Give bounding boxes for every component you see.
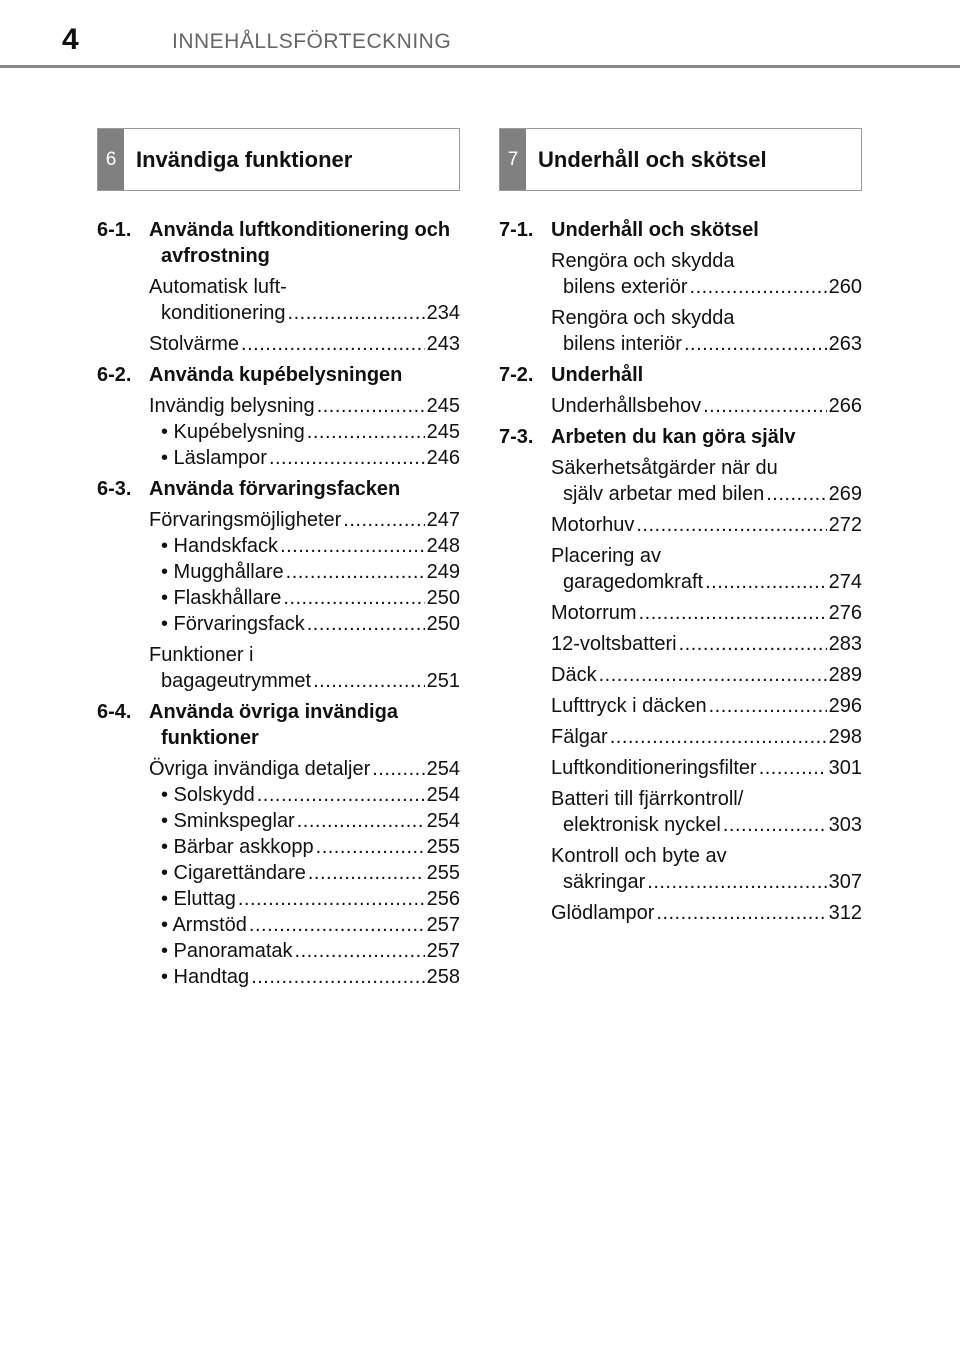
page-ref: 296 <box>828 695 862 717</box>
header-divider <box>0 65 960 68</box>
page-ref: 247 <box>426 509 460 531</box>
subsection-6-3 <box>97 476 460 694</box>
toc-entry[interactable]: Automatisk luft- konditionering ..... 234 <box>149 274 460 326</box>
page-ref: 245 <box>426 421 460 443</box>
page-ref: 250 <box>426 613 460 635</box>
page-ref: 249 <box>426 561 460 583</box>
toc-entry[interactable]: Kontroll och byte av säkringar ..... 307 <box>551 843 862 895</box>
subsection-title[interactable]: Använda övriga invändiga funktioner <box>149 701 398 749</box>
page-ref: 276 <box>828 602 862 624</box>
toc-entry[interactable]: Däck ..... 289 <box>551 662 862 688</box>
toc-entry[interactable]: 12-voltsbatteri ..... 283 <box>551 631 862 657</box>
toc-entry[interactable]: Lufttryck i däcken ..... 296 <box>551 693 862 719</box>
toc-entry[interactable]: • Handskfack ..... 248 <box>149 533 460 559</box>
subsection-7-2 <box>499 362 862 419</box>
page-ref: 307 <box>828 871 862 893</box>
toc-entry[interactable]: Batteri till fjärrkontroll/ elektronisk nyckel ..... 303 <box>551 786 862 838</box>
section-header-7 <box>499 128 862 191</box>
page-ref: 283 <box>828 633 862 655</box>
page-ref: 254 <box>426 784 460 806</box>
toc-entry[interactable]: • Sminkspeglar ..... 254 <box>149 808 460 834</box>
subsection-number: 6-4. <box>97 701 132 723</box>
subsection-title[interactable]: Använda förvaringsfacken <box>149 478 401 500</box>
subsection-title[interactable]: Använda kupébelysningen <box>149 364 403 386</box>
toc-entry[interactable]: Placering av garagedomkraft ..... 274 <box>551 543 862 595</box>
page-header <box>0 0 960 70</box>
toc-entry[interactable]: Luftkonditioneringsfilter ..... 301 <box>551 755 862 781</box>
toc-entry[interactable]: Underhållsbehov ..... 266 <box>551 393 862 419</box>
page-ref: 256 <box>426 888 460 910</box>
subsection-number: 6-1. <box>97 219 132 241</box>
toc-entry[interactable]: Säkerhetsåtgärder när du själv arbetar med bilen ..... 269 <box>551 455 862 507</box>
toc-entry[interactable]: • Läslampor ..... 246 <box>149 445 460 471</box>
page-ref: 303 <box>828 814 862 836</box>
toc-entry[interactable]: Förvaringsmöjligheter ..... 247 <box>149 507 460 533</box>
subsection-6-1 <box>97 217 460 357</box>
toc-entry[interactable]: Glödlampor ..... 312 <box>551 900 862 926</box>
toc-entry[interactable]: Rengöra och skydda bilens exteriör ..... 260 <box>551 248 862 300</box>
toc-entry[interactable]: Motorhuv ..... 272 <box>551 512 862 538</box>
page-ref: 312 <box>828 902 862 924</box>
page-ref: 248 <box>426 535 460 557</box>
page-ref: 269 <box>828 483 862 505</box>
page-ref: 246 <box>426 447 460 469</box>
toc-entry[interactable]: • Flaskhållare ..... 250 <box>149 585 460 611</box>
subsection-title[interactable]: Arbeten du kan göra själv <box>551 426 796 448</box>
toc-entry[interactable]: • Armstöd ..... 257 <box>149 912 460 938</box>
page-ref: 254 <box>426 758 460 780</box>
page-ref: 243 <box>426 333 460 355</box>
toc-entry[interactable]: • Kupébelysning ..... 245 <box>149 419 460 445</box>
page-ref: 255 <box>426 836 460 858</box>
subsection-7-1 <box>499 217 862 357</box>
toc-entry[interactable]: Stolvärme ..... 243 <box>149 331 460 357</box>
toc-entry[interactable]: Rengöra och skydda bilens interiör ..... 263 <box>551 305 862 357</box>
toc-entry[interactable]: Funktioner i bagageutrymmet ..... 251 <box>149 642 460 694</box>
section-title: Underhåll och skötsel <box>538 147 767 172</box>
page-ref: 251 <box>426 670 460 692</box>
subsection-6-2 <box>97 362 460 471</box>
page-ref: 266 <box>828 395 862 417</box>
toc-list <box>499 217 862 926</box>
page-ref: 289 <box>828 664 862 686</box>
page-ref: 263 <box>828 333 862 355</box>
page-ref: 234 <box>426 302 460 324</box>
section-number-tab: 7 <box>500 129 526 190</box>
toc-entry[interactable]: • Eluttag ..... 256 <box>149 886 460 912</box>
subsection-number: 7-3. <box>499 426 534 448</box>
page-ref: 257 <box>426 914 460 936</box>
section-title: Invändiga funktioner <box>136 147 353 172</box>
toc-column-7 <box>499 128 862 926</box>
subsection-7-3 <box>499 424 862 926</box>
toc-entry[interactable]: Övriga invändiga detaljer ..... 254 <box>149 756 460 782</box>
page-ref: 272 <box>828 514 862 536</box>
section-number-tab: 6 <box>98 129 124 190</box>
toc-entry[interactable]: Fälgar ..... 298 <box>551 724 862 750</box>
page-ref: 298 <box>828 726 862 748</box>
page-ref: 254 <box>426 810 460 832</box>
toc-list <box>97 217 460 990</box>
toc-entry[interactable]: Invändig belysning ..... 245 <box>149 393 460 419</box>
toc-entry[interactable]: Motorrum ..... 276 <box>551 600 862 626</box>
page-ref: 260 <box>828 276 862 298</box>
toc-entry[interactable]: • Cigarettändare ..... 255 <box>149 860 460 886</box>
subsection-6-4 <box>97 699 460 990</box>
toc-entry[interactable]: • Mugghållare ..... 249 <box>149 559 460 585</box>
toc-column-6 <box>97 128 460 990</box>
subsection-number: 6-3. <box>97 478 132 500</box>
page-ref: 245 <box>426 395 460 417</box>
subsection-title[interactable]: Underhåll <box>551 364 644 386</box>
toc-entry[interactable]: • Handtag ..... 258 <box>149 964 460 990</box>
page-ref: 301 <box>828 757 862 779</box>
subsection-number: 7-1. <box>499 219 534 241</box>
page-title: INNEHÅLLSFÖRTECKNING <box>172 30 452 53</box>
subsection-number: 7-2. <box>499 364 534 386</box>
page-ref: 255 <box>426 862 460 884</box>
subsection-title[interactable]: Använda luftkonditionering och avfrostning <box>149 219 451 267</box>
page-ref: 257 <box>426 940 460 962</box>
toc-entry[interactable]: • Solskydd ..... 254 <box>149 782 460 808</box>
page-number: 4 <box>62 23 79 56</box>
page-ref: 258 <box>426 966 460 988</box>
page-ref: 274 <box>828 571 862 593</box>
section-header-6 <box>97 128 460 191</box>
subsection-title[interactable]: Underhåll och skötsel <box>551 219 759 241</box>
page-ref: 250 <box>426 587 460 609</box>
subsection-number: 6-2. <box>97 364 132 386</box>
toc-entry[interactable]: • Bärbar askkopp ..... 255 <box>149 834 460 860</box>
toc-entry[interactable]: • Panoramatak ..... 257 <box>149 938 460 964</box>
toc-entry[interactable]: • Förvaringsfack ..... 250 <box>149 611 460 637</box>
